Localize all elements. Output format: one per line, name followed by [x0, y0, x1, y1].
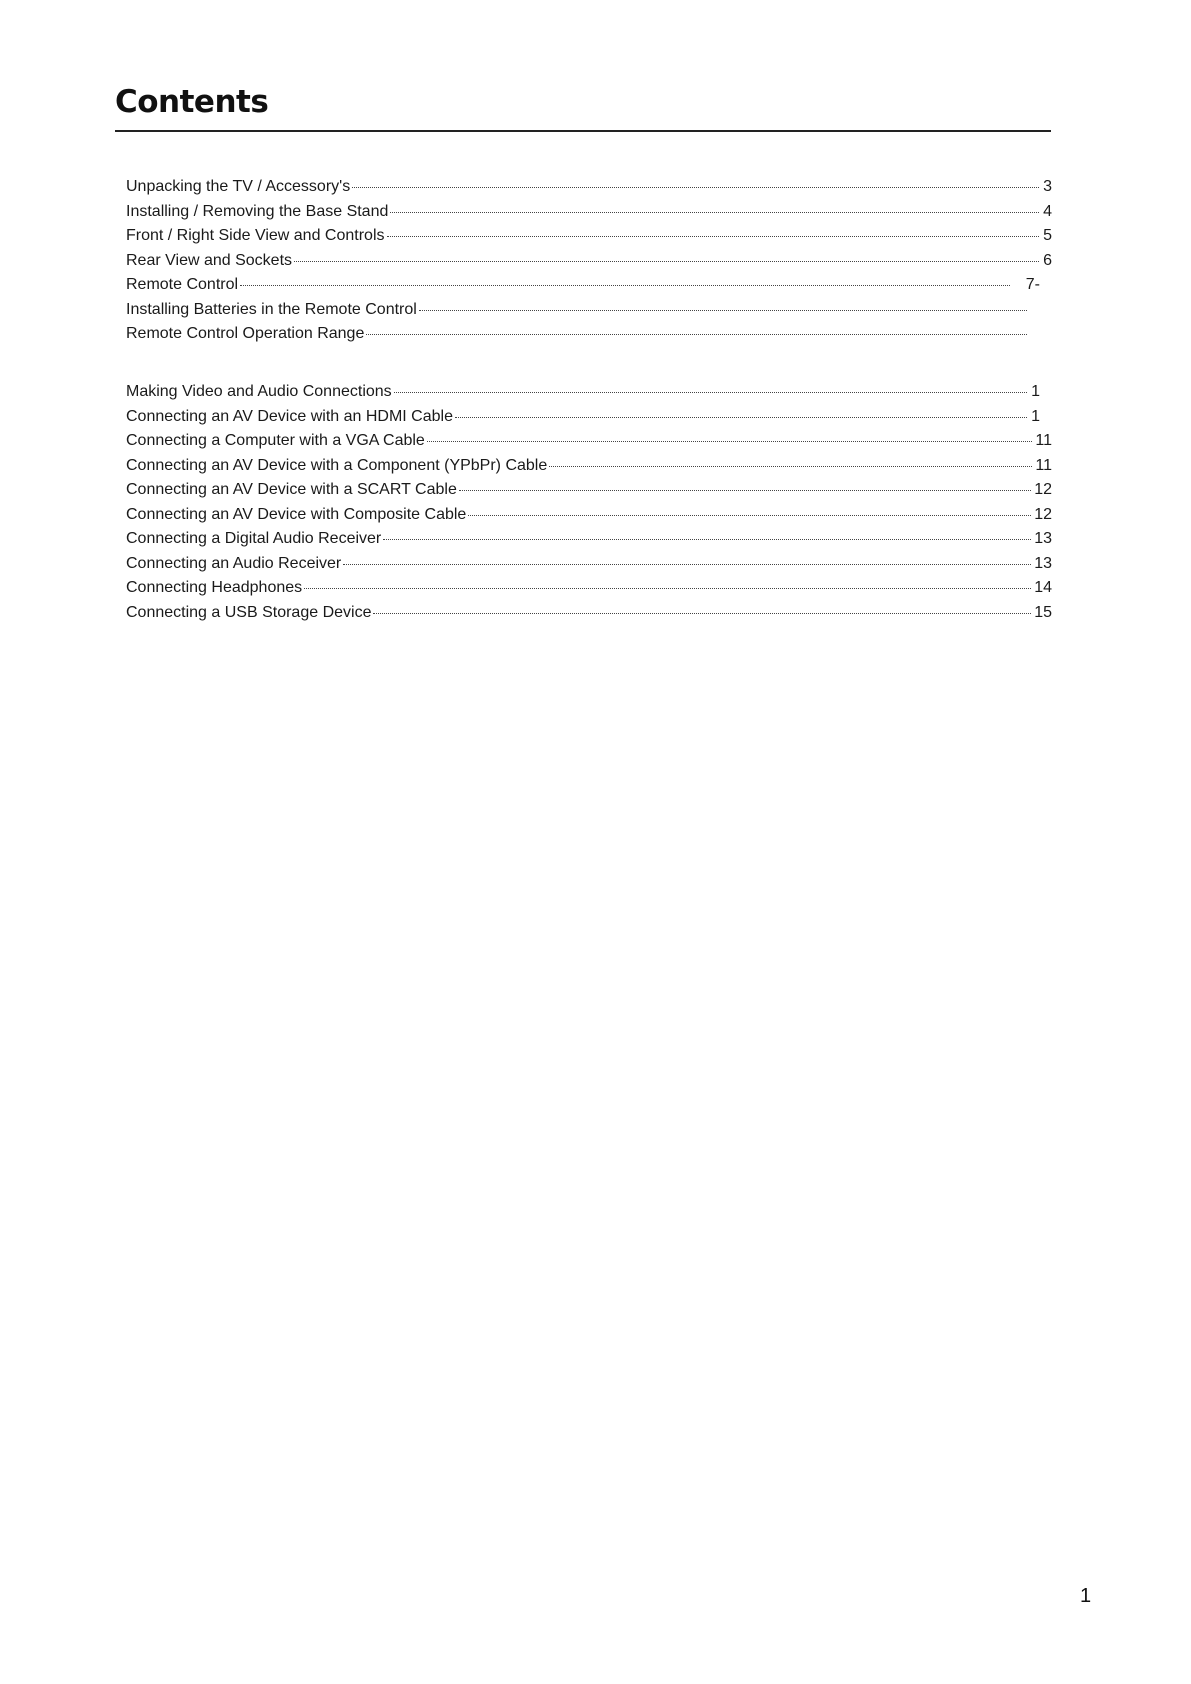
toc-entry[interactable]: [126, 203, 1052, 228]
toc-dot-leader: [419, 310, 1027, 311]
toc-entry-page: 5: [1043, 227, 1052, 244]
toc-section-1: [126, 178, 1052, 350]
toc-dot-leader: [373, 613, 1031, 614]
toc-dot-leader: [352, 187, 1039, 188]
toc-entry-label: Connecting a Computer with a VGA Cable: [126, 432, 425, 449]
toc-entry-label: Unpacking the TV / Accessory's: [126, 178, 351, 195]
toc-dot-leader: [549, 466, 1032, 467]
toc-entry-page: 4: [1043, 202, 1052, 220]
toc-entry-label: Connecting a USB Storage Device: [126, 603, 372, 621]
toc-entry[interactable]: [126, 506, 1052, 531]
toc-entry[interactable]: [126, 530, 1052, 555]
toc-entry[interactable]: [126, 301, 1040, 326]
toc-entry-label: Installing Batteries in the Remote Control: [126, 300, 417, 318]
toc-entry-page: 1: [1031, 383, 1040, 400]
toc-dot-leader: [390, 212, 1039, 213]
toc-entry-label: Connecting an AV Device with Composite Cable: [126, 505, 467, 523]
toc-entry-label: Front / Right Side View and Controls: [126, 227, 385, 244]
toc-dot-leader: [343, 564, 1031, 565]
toc-entry-page: 13: [1034, 530, 1052, 547]
toc-entry[interactable]: [126, 604, 1052, 629]
toc-entry-page: 12: [1034, 505, 1052, 523]
page-title: Contents: [115, 84, 269, 120]
toc-entry-page: 12: [1034, 481, 1052, 498]
toc-entry[interactable]: [126, 325, 1040, 350]
toc-dot-leader: [387, 236, 1040, 237]
page-number: 1: [1080, 1585, 1092, 1607]
toc-entry-label: Connecting Headphones: [126, 579, 303, 596]
toc-dot-leader: [459, 490, 1031, 491]
toc-entry-label: Making Video and Audio Connections: [126, 383, 392, 400]
toc-entry[interactable]: [126, 408, 1052, 433]
toc-entry[interactable]: [126, 383, 1052, 408]
toc-entry[interactable]: [126, 252, 1052, 277]
toc-entry-label: Connecting a Digital Audio Receiver: [126, 530, 382, 547]
toc-entry-page: 15: [1034, 603, 1052, 621]
toc-dot-leader: [240, 285, 1010, 286]
toc-entry-page: 11: [1035, 456, 1052, 474]
toc-entry-page: 6: [1043, 251, 1052, 269]
toc-entry-page: 14: [1034, 579, 1052, 596]
toc-entry-label: Installing / Removing the Base Stand: [126, 202, 389, 220]
toc-section-2: [126, 383, 1052, 628]
toc-entry[interactable]: [126, 555, 1052, 580]
toc-entry-page: 7-: [1025, 276, 1040, 293]
toc-dot-leader: [294, 261, 1039, 262]
toc-entry[interactable]: [126, 481, 1052, 506]
toc-dot-leader: [455, 417, 1027, 418]
toc-dot-leader: [304, 588, 1031, 589]
toc-entry[interactable]: [126, 457, 1052, 482]
title-divider: [115, 130, 1051, 132]
toc-entry-label: Connecting an AV Device with a SCART Cable: [126, 481, 457, 498]
toc-dot-leader: [394, 392, 1027, 393]
toc-entry[interactable]: [126, 432, 1052, 457]
toc-entry[interactable]: [126, 178, 1052, 203]
toc-dot-leader: [427, 441, 1033, 442]
toc-entry-label: Connecting an AV Device with an HDMI Cable: [126, 407, 453, 425]
toc-entry-page: 13: [1034, 554, 1052, 572]
toc-entry-label: Connecting an AV Device with a Component (YPbPr) Cable: [126, 456, 548, 474]
toc-entry-page: 1: [1031, 407, 1040, 425]
toc-entry-page: 11: [1035, 432, 1052, 449]
toc-entry-label: Connecting an Audio Receiver: [126, 554, 342, 572]
toc-entry-label: Rear View and Sockets: [126, 251, 293, 269]
toc-dot-leader: [366, 334, 1027, 335]
toc-entry-page: 3: [1043, 178, 1052, 195]
toc-entry-label: Remote Control: [126, 276, 239, 293]
toc-dot-leader: [468, 515, 1031, 516]
toc-entry[interactable]: [126, 227, 1052, 252]
toc-entry[interactable]: [126, 276, 1040, 301]
toc-entry[interactable]: [126, 579, 1052, 604]
toc-dot-leader: [383, 539, 1031, 540]
toc-entry-label: Remote Control Operation Range: [126, 325, 365, 342]
